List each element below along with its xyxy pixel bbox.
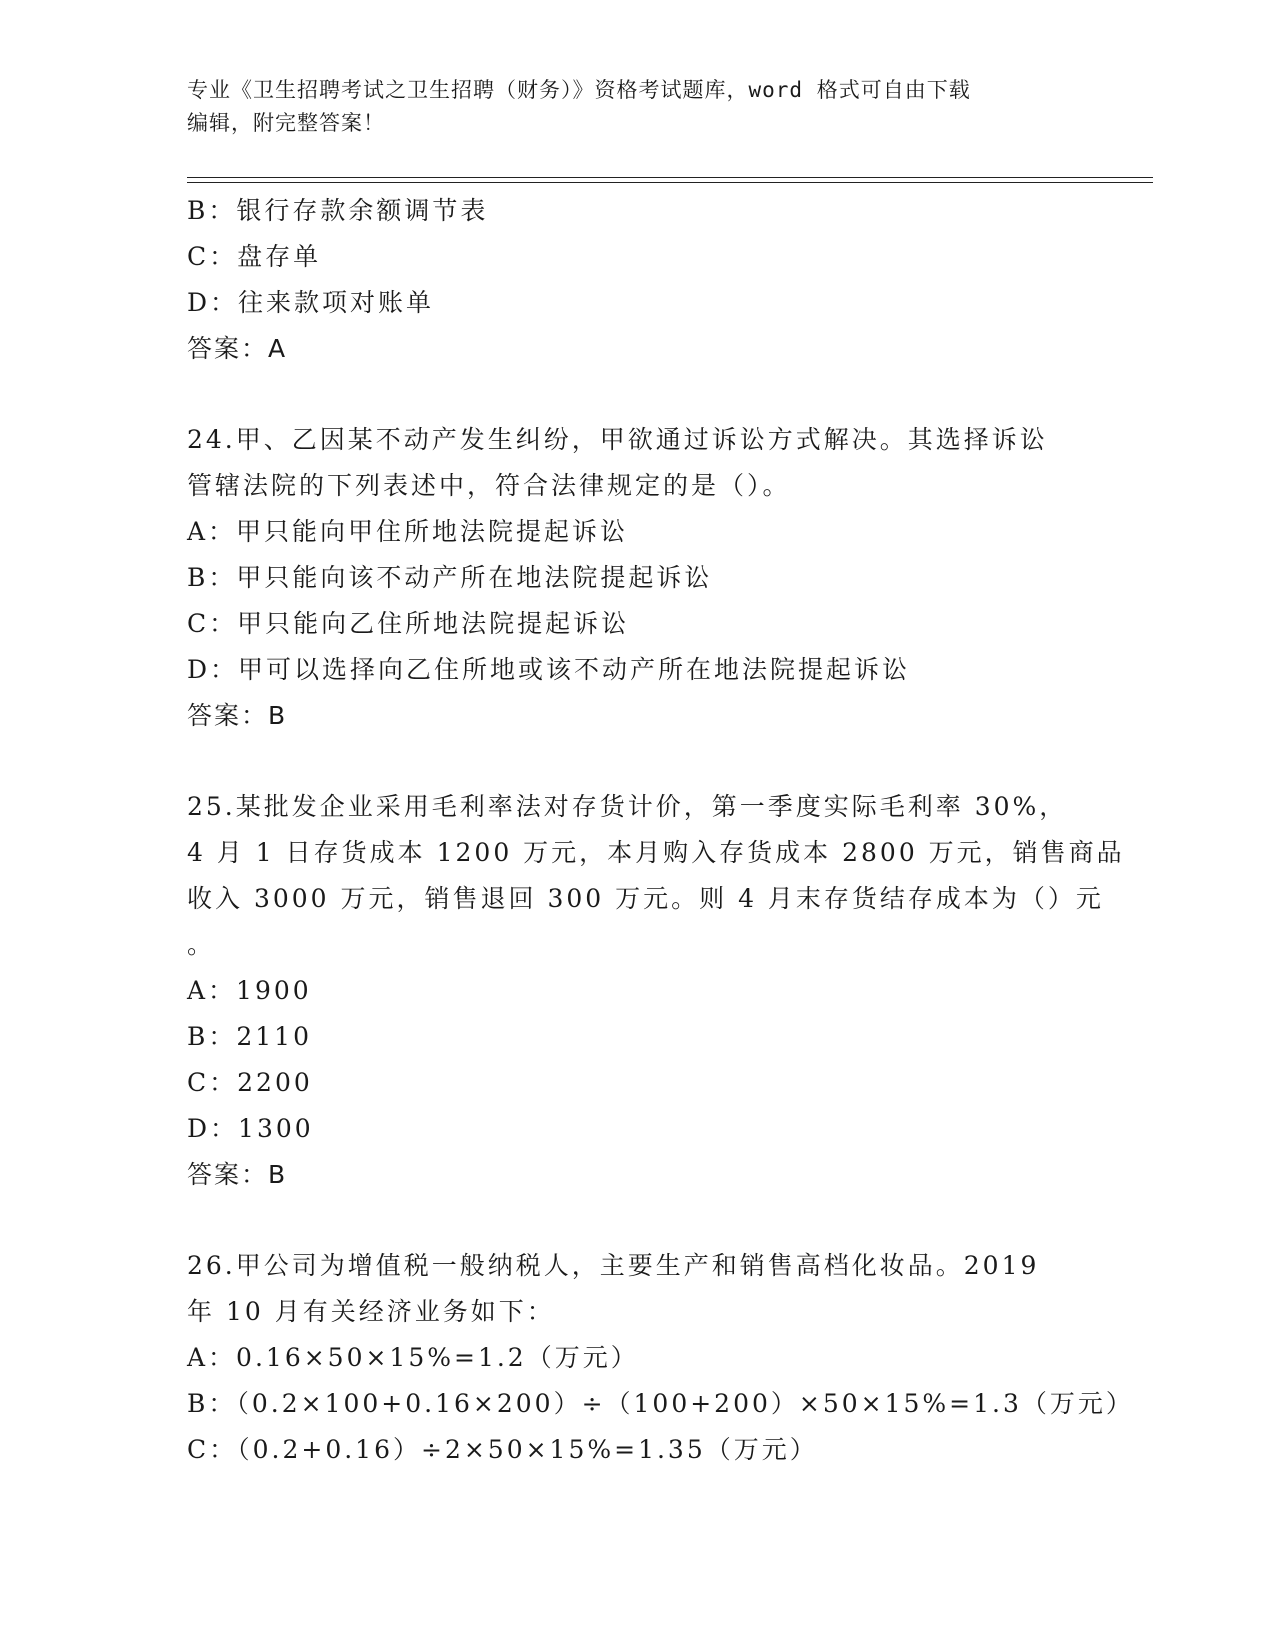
q23-option-c: C：盘存单 bbox=[187, 242, 322, 271]
q25-option-d: D：1300 bbox=[187, 1114, 314, 1143]
q24-option-a: A：甲只能向甲住所地法院提起诉讼 bbox=[187, 517, 629, 546]
question-26 bbox=[187, 1243, 1134, 1473]
q24-option-d: D：甲可以选择向乙住所地或该不动产所在地法院提起诉讼 bbox=[187, 655, 911, 684]
q24-option-b: B：甲只能向该不动产所在地法院提起诉讼 bbox=[187, 563, 713, 592]
document-body bbox=[187, 188, 1134, 1473]
q25-option-c: C：2200 bbox=[187, 1068, 313, 1097]
question-24 bbox=[187, 417, 1087, 739]
q23-option-d: D：往来款项对账单 bbox=[187, 288, 435, 317]
q23-answer: 答案：A bbox=[187, 334, 288, 363]
header-rule-bottom bbox=[187, 182, 1153, 183]
header-line-2: 编辑，附完整答案！ bbox=[187, 111, 385, 135]
q26-option-c: C：（0.2+0.16）÷2×50×15%=1.35（万元） bbox=[187, 1435, 818, 1464]
q26-stem-line-2: 年 10 月有关经济业务如下： bbox=[187, 1297, 555, 1326]
spacer bbox=[187, 1198, 1087, 1243]
q25-stem-line-3: 收入 3000 万元，销售退回 300 万元。则 4 月末存货结存成本为（）元 bbox=[187, 884, 1104, 913]
q23-option-b: B：银行存款余额调节表 bbox=[187, 196, 489, 225]
q25-option-a: A：1900 bbox=[187, 976, 312, 1005]
spacer bbox=[187, 372, 1087, 417]
spacer bbox=[187, 739, 1087, 784]
header-line-1: 专业《卫生招聘考试之卫生招聘（财务）》资格考试题库，word 格式可自由下载 bbox=[187, 78, 971, 102]
document-header bbox=[187, 74, 1087, 140]
q25-option-b: B：2110 bbox=[187, 1022, 312, 1051]
q24-stem-line-1: 24.甲、乙因某不动产发生纠纷，甲欲通过诉讼方式解决。其选择诉讼 bbox=[187, 425, 1048, 454]
q25-answer: 答案：B bbox=[187, 1160, 288, 1189]
q24-option-c: C：甲只能向乙住所地法院提起诉讼 bbox=[187, 609, 630, 638]
question-23-tail bbox=[187, 188, 1087, 372]
question-25 bbox=[187, 784, 1125, 1198]
q24-answer: 答案：B bbox=[187, 701, 288, 730]
q26-option-a: A：0.16×50×15%=1.2（万元） bbox=[187, 1343, 639, 1372]
q24-stem-line-2: 管辖法院的下列表述中，符合法律规定的是（）。 bbox=[187, 471, 791, 500]
header-rule-top bbox=[187, 177, 1153, 178]
q26-stem-line-1: 26.甲公司为增值税一般纳税人，主要生产和销售高档化妆品。2019 bbox=[187, 1251, 1040, 1280]
q25-stem-line-4: 。 bbox=[187, 930, 216, 959]
q25-stem-line-1: 25.某批发企业采用毛利率法对存货计价，第一季度实际毛利率 30%， bbox=[187, 792, 1068, 821]
q25-stem-line-2: 4 月 1 日存货成本 1200 万元，本月购入存货成本 2800 万元，销售商品 bbox=[187, 838, 1125, 867]
q26-option-b: B：（0.2×100+0.16×200）÷（100+200）×50×15%=1.3（万元） bbox=[187, 1389, 1134, 1418]
